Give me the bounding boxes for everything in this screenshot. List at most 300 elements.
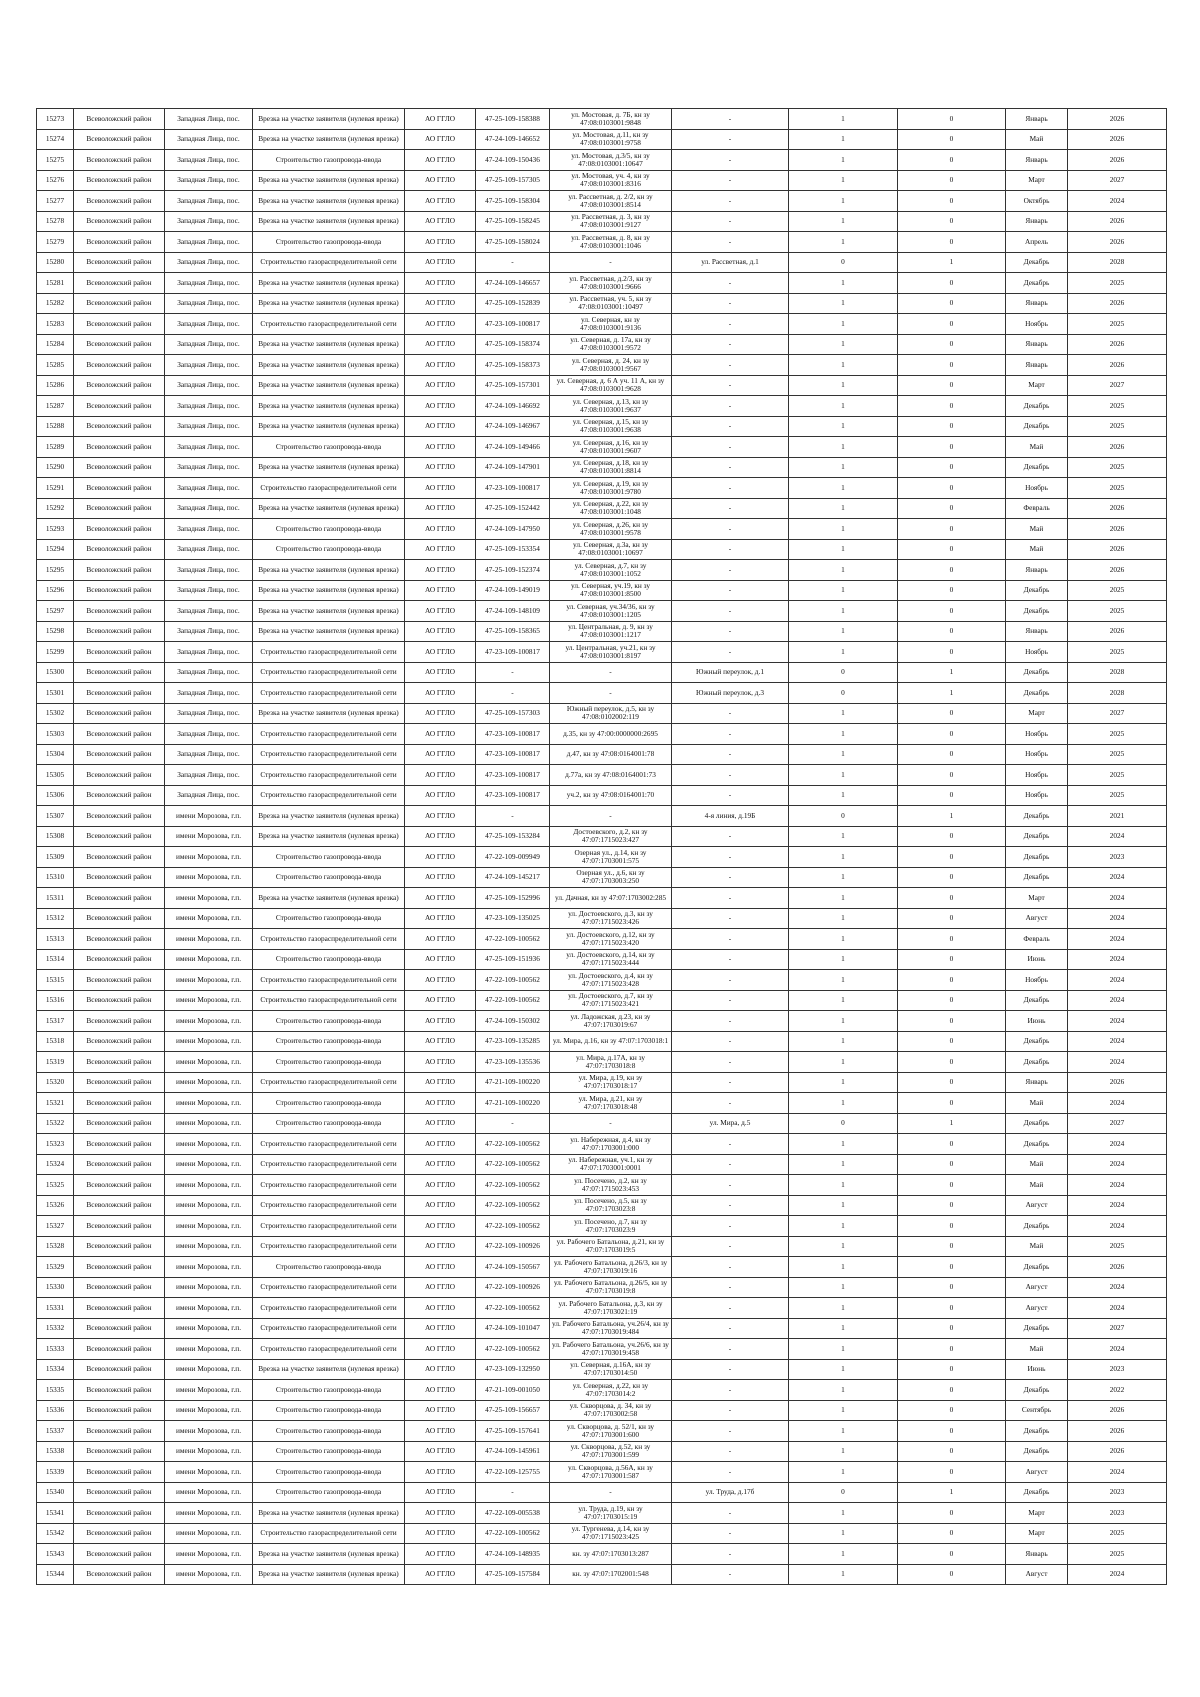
table-row [37,1011,1167,1032]
connection-count-cell: 1 [789,1236,898,1257]
planned-count-cell: 0 [898,129,1006,150]
settlement-cell: Западная Лица, пос. [165,519,253,540]
organization-cell: АО ГГЛО [405,396,476,417]
work-type-cell: Строительство газопровода-ввода [253,1257,405,1278]
planned-address-cell: - [672,1339,789,1360]
connection-count-cell: 1 [789,355,898,376]
organization-cell: АО ГГЛО [405,1523,476,1544]
year-cell: 2024 [1068,1154,1167,1175]
settlement-cell: Западная Лица, пос. [165,724,253,745]
year-cell: 2028 [1068,252,1167,273]
address-cell: ул. Северная, д. 6 А уч. 11 А, кн зу 47:08:0103001:9628 [550,375,672,396]
organization-cell: АО ГГЛО [405,1175,476,1196]
district-cell: Всеволожский район [74,1482,165,1503]
connection-count-cell: 1 [789,949,898,970]
district-cell: Всеволожский район [74,293,165,314]
connection-count-cell: 1 [789,457,898,478]
table-row [37,1462,1167,1483]
organization-cell: АО ГГЛО [405,232,476,253]
row-number-cell: 15291 [37,478,74,499]
district-cell: Всеволожский район [74,990,165,1011]
planned-address-cell: - [672,703,789,724]
table-row [37,744,1167,765]
connection-count-cell: 1 [789,1216,898,1237]
connection-count-cell: 1 [789,765,898,786]
planned-address-cell: - [672,232,789,253]
planned-count-cell: 0 [898,539,1006,560]
address-cell: ул. Северная, д.15, кн зу 47:08:0103001:9638 [550,416,672,437]
work-type-cell: Врезка на участке заявителя (нулевая врезка) [253,498,405,519]
month-cell: Декабрь [1006,416,1068,437]
work-type-cell: Строительство газораспределительной сети [253,1339,405,1360]
organization-cell: АО ГГЛО [405,683,476,704]
application-number-cell: 47-25-109-158024 [476,232,550,253]
application-number-cell: 47-22-109-100562 [476,970,550,991]
work-type-cell: Врезка на участке заявителя (нулевая врезка) [253,416,405,437]
table-row [37,1113,1167,1134]
connection-count-cell: 1 [789,539,898,560]
planned-address-cell: - [672,273,789,294]
planned-address-cell: - [672,560,789,581]
planned-address-cell: - [672,170,789,191]
organization-cell: АО ГГЛО [405,252,476,273]
planned-count-cell: 0 [898,1072,1006,1093]
district-cell: Всеволожский район [74,560,165,581]
planned-count-cell: 0 [898,1052,1006,1073]
connection-count-cell: 1 [789,1277,898,1298]
work-type-cell: Врезка на участке заявителя (нулевая врезка) [253,273,405,294]
year-cell: 2026 [1068,1421,1167,1442]
connection-count-cell: 1 [789,785,898,806]
organization-cell: АО ГГЛО [405,1339,476,1360]
application-number-cell: 47-22-109-100562 [476,1298,550,1319]
work-type-cell: Врезка на участке заявителя (нулевая врезка) [253,703,405,724]
application-number-cell: 47-24-109-149019 [476,580,550,601]
application-number-cell: 47-23-109-135285 [476,1031,550,1052]
settlement-cell: Западная Лица, пос. [165,314,253,335]
planned-count-cell: 0 [898,1277,1006,1298]
planned-address-cell: 4-я линия, д.19Б [672,806,789,827]
application-number-cell: 47-25-109-158374 [476,334,550,355]
settlement-cell: имени Морозова, г.п. [165,1175,253,1196]
year-cell: 2024 [1068,990,1167,1011]
work-type-cell: Строительство газопровода-ввода [253,1113,405,1134]
planned-count-cell: 0 [898,867,1006,888]
planned-count-cell: 1 [898,662,1006,683]
connection-count-cell: 0 [789,662,898,683]
row-number-cell: 15340 [37,1482,74,1503]
table-row [37,416,1167,437]
table-row [37,1523,1167,1544]
planned-address-cell: - [672,888,789,909]
work-type-cell: Врезка на участке заявителя (нулевая врезка) [253,211,405,232]
settlement-cell: имени Морозова, г.п. [165,1277,253,1298]
year-cell: 2026 [1068,129,1167,150]
year-cell: 2025 [1068,1236,1167,1257]
table-row [37,1175,1167,1196]
organization-cell: АО ГГЛО [405,744,476,765]
work-type-cell: Врезка на участке заявителя (нулевая врезка) [253,1544,405,1565]
settlement-cell: Западная Лица, пос. [165,662,253,683]
month-cell: Ноябрь [1006,970,1068,991]
district-cell: Всеволожский район [74,621,165,642]
work-type-cell: Строительство газораспределительной сети [253,683,405,704]
address-cell: ул. Достоевского, д.7, кн зу 47:07:1715023:421 [550,990,672,1011]
planned-address-cell: - [672,867,789,888]
settlement-cell: Западная Лица, пос. [165,293,253,314]
district-cell: Всеволожский район [74,498,165,519]
month-cell: Ноябрь [1006,744,1068,765]
connection-count-cell: 1 [789,929,898,950]
work-type-cell: Строительство газораспределительной сети [253,1195,405,1216]
year-cell: 2024 [1068,191,1167,212]
table-row [37,437,1167,458]
application-number-cell: 47-22-109-100562 [476,1523,550,1544]
year-cell: 2026 [1068,293,1167,314]
year-cell: 2024 [1068,1031,1167,1052]
year-cell: 2023 [1068,1503,1167,1524]
organization-cell: АО ГГЛО [405,129,476,150]
address-cell: д.35, кн зу 47:00:0000000:2695 [550,724,672,745]
address-cell: ул. Северная, д.22, кн зу 47:07:1703014:2 [550,1380,672,1401]
row-number-cell: 15308 [37,826,74,847]
settlement-cell: Западная Лица, пос. [165,355,253,376]
planned-count-cell: 0 [898,478,1006,499]
year-cell: 2023 [1068,847,1167,868]
district-cell: Всеволожский район [74,662,165,683]
address-cell: ул. Скворцова, д.52, кн зу 47:07:1703001:599 [550,1441,672,1462]
settlement-cell: Западная Лица, пос. [165,252,253,273]
work-type-cell: Строительство газораспределительной сети [253,1134,405,1155]
connection-count-cell: 1 [789,1462,898,1483]
planned-address-cell: - [672,437,789,458]
row-number-cell: 15301 [37,683,74,704]
planned-count-cell: 0 [898,724,1006,745]
settlement-cell: имени Морозова, г.п. [165,826,253,847]
address-cell: ул. Северная, д.3а, кн зу 47:08:0103001:10697 [550,539,672,560]
month-cell: Май [1006,1154,1068,1175]
address-cell: ул. Северная, кн зу 47:08:0103001:9136 [550,314,672,335]
organization-cell: АО ГГЛО [405,109,476,130]
organization-cell: АО ГГЛО [405,437,476,458]
row-number-cell: 15343 [37,1544,74,1565]
application-number-cell: 47-23-109-100817 [476,765,550,786]
month-cell: Декабрь [1006,1216,1068,1237]
work-type-cell: Строительство газопровода-ввода [253,519,405,540]
organization-cell: АО ГГЛО [405,826,476,847]
connection-count-cell: 1 [789,150,898,171]
address-cell: ул. Мостовая, д.11, кн зу 47:08:0103001:9758 [550,129,672,150]
organization-cell: АО ГГЛО [405,1482,476,1503]
planned-count-cell: 0 [898,314,1006,335]
organization-cell: АО ГГЛО [405,888,476,909]
work-type-cell: Строительство газораспределительной сети [253,1216,405,1237]
work-type-cell: Врезка на участке заявителя (нулевая врезка) [253,457,405,478]
year-cell: 2026 [1068,437,1167,458]
planned-count-cell: 1 [898,806,1006,827]
month-cell: Январь [1006,621,1068,642]
address-cell: кн. зу 47:07:1702001:548 [550,1564,672,1585]
settlement-cell: Западная Лица, пос. [165,703,253,724]
table-row [37,498,1167,519]
planned-address-cell: - [672,457,789,478]
month-cell: Декабрь [1006,867,1068,888]
settlement-cell: имени Морозова, г.п. [165,949,253,970]
district-cell: Всеволожский район [74,1154,165,1175]
month-cell: Декабрь [1006,662,1068,683]
planned-address-cell: - [672,334,789,355]
application-number-cell: 47-25-109-157584 [476,1564,550,1585]
application-number-cell: 47-22-109-100926 [476,1236,550,1257]
work-type-cell: Строительство газопровода-ввода [253,847,405,868]
organization-cell: АО ГГЛО [405,929,476,950]
address-cell: ул. Рабочего Батальона, д.26/5, кн зу 47:07:1703019:8 [550,1277,672,1298]
month-cell: Январь [1006,1544,1068,1565]
year-cell: 2026 [1068,109,1167,130]
planned-count-cell: 0 [898,621,1006,642]
table-row [37,314,1167,335]
connection-count-cell: 1 [789,1339,898,1360]
planned-count-cell: 0 [898,170,1006,191]
connection-count-cell: 1 [789,1523,898,1544]
settlement-cell: Западная Лица, пос. [165,642,253,663]
planned-count-cell: 0 [898,1216,1006,1237]
organization-cell: АО ГГЛО [405,724,476,745]
organization-cell: АО ГГЛО [405,1072,476,1093]
organization-cell: АО ГГЛО [405,1318,476,1339]
settlement-cell: имени Морозова, г.п. [165,1216,253,1237]
application-number-cell: 47-25-109-156657 [476,1400,550,1421]
district-cell: Всеволожский район [74,1380,165,1401]
work-type-cell: Врезка на участке заявителя (нулевая врезка) [253,129,405,150]
month-cell: Март [1006,1523,1068,1544]
address-cell: ул. Мира, д.19, кн зу 47:07:1703018:17 [550,1072,672,1093]
organization-cell: АО ГГЛО [405,191,476,212]
planned-count-cell: 0 [898,1257,1006,1278]
connection-count-cell: 1 [789,1564,898,1585]
month-cell: Июнь [1006,1359,1068,1380]
planned-count-cell: 0 [898,1011,1006,1032]
connection-count-cell: 0 [789,683,898,704]
organization-cell: АО ГГЛО [405,1421,476,1442]
work-type-cell: Строительство газораспределительной сети [253,724,405,745]
planned-address-cell: - [672,375,789,396]
month-cell: Май [1006,129,1068,150]
month-cell: Ноябрь [1006,642,1068,663]
address-cell: ул. Набережная, д.4, кн зу 47:07:1703001:000 [550,1134,672,1155]
application-number-cell: 47-25-109-152442 [476,498,550,519]
organization-cell: АО ГГЛО [405,806,476,827]
row-number-cell: 15294 [37,539,74,560]
connection-count-cell: 1 [789,826,898,847]
settlement-cell: имени Морозова, г.п. [165,1380,253,1401]
year-cell: 2024 [1068,970,1167,991]
settlement-cell: Западная Лица, пос. [165,375,253,396]
organization-cell: АО ГГЛО [405,1277,476,1298]
application-number-cell: 47-23-109-135536 [476,1052,550,1073]
year-cell: 2025 [1068,580,1167,601]
organization-cell: АО ГГЛО [405,1380,476,1401]
planned-count-cell: 0 [898,1339,1006,1360]
connection-count-cell: 1 [789,1072,898,1093]
planned-address-cell: - [672,724,789,745]
month-cell: Август [1006,908,1068,929]
district-cell: Всеволожский район [74,1441,165,1462]
month-cell: Май [1006,1236,1068,1257]
year-cell: 2024 [1068,1564,1167,1585]
planned-address-cell: - [672,109,789,130]
district-cell: Всеволожский район [74,1359,165,1380]
row-number-cell: 15321 [37,1093,74,1114]
table-row [37,867,1167,888]
month-cell: Август [1006,1462,1068,1483]
month-cell: Декабрь [1006,990,1068,1011]
connection-count-cell: 1 [789,478,898,499]
application-number-cell: 47-23-109-100817 [476,314,550,335]
work-type-cell: Строительство газопровода-ввода [253,1380,405,1401]
table-row [37,1298,1167,1319]
settlement-cell: Западная Лица, пос. [165,560,253,581]
year-cell: 2026 [1068,621,1167,642]
planned-address-cell: - [672,1359,789,1380]
district-cell: Всеволожский район [74,765,165,786]
connection-count-cell: 1 [789,334,898,355]
connection-count-cell: 1 [789,601,898,622]
row-number-cell: 15335 [37,1380,74,1401]
table-row [37,293,1167,314]
district-cell: Всеволожский район [74,1257,165,1278]
planned-address-cell: - [672,929,789,950]
row-number-cell: 15304 [37,744,74,765]
planned-address-cell: - [672,416,789,437]
planned-count-cell: 0 [898,232,1006,253]
planned-count-cell: 0 [898,1400,1006,1421]
settlement-cell: имени Морозова, г.п. [165,1052,253,1073]
address-cell: ул. Рассветная, д. 3, кн зу 47:08:0103001:9127 [550,211,672,232]
month-cell: Ноябрь [1006,785,1068,806]
connection-count-cell: 0 [789,1482,898,1503]
row-number-cell: 15315 [37,970,74,991]
application-number-cell: 47-25-109-157303 [476,703,550,724]
settlement-cell: Западная Лица, пос. [165,785,253,806]
address-cell: ул. Северная, д.7, кн зу 47:08:0103001:1052 [550,560,672,581]
row-number-cell: 15337 [37,1421,74,1442]
planned-address-cell: - [672,1011,789,1032]
settlement-cell: имени Морозова, г.п. [165,888,253,909]
row-number-cell: 15317 [37,1011,74,1032]
row-number-cell: 15288 [37,416,74,437]
month-cell: Июнь [1006,949,1068,970]
connection-count-cell: 1 [789,621,898,642]
planned-count-cell: 0 [898,1318,1006,1339]
address-cell: ул. Северная, уч.19, кн зу 47:08:0103001:8500 [550,580,672,601]
work-type-cell: Врезка на участке заявителя (нулевая врезка) [253,621,405,642]
district-cell: Всеволожский район [74,1072,165,1093]
planned-count-cell: 0 [898,601,1006,622]
settlement-cell: имени Морозова, г.п. [165,1257,253,1278]
district-cell: Всеволожский район [74,1544,165,1565]
organization-cell: АО ГГЛО [405,949,476,970]
planned-count-cell: 1 [898,252,1006,273]
table-row [37,1441,1167,1462]
planned-address-cell: - [672,970,789,991]
table-row [37,1400,1167,1421]
table-row [37,1544,1167,1565]
work-type-cell: Строительство газопровода-ввода [253,232,405,253]
district-cell: Всеволожский район [74,1523,165,1544]
district-cell: Всеволожский район [74,1134,165,1155]
address-cell: Озерная ул., д.14, кн зу 47:07:1703001:575 [550,847,672,868]
address-cell: ул. Рассветная, д.2/3, кн зу 47:08:0103001:9666 [550,273,672,294]
table-row [37,560,1167,581]
organization-cell: АО ГГЛО [405,1236,476,1257]
address-cell: ул. Рабочего Батальона, д.26/3, кн зу 47:07:1703019:16 [550,1257,672,1278]
organization-cell: АО ГГЛО [405,1113,476,1134]
month-cell: Май [1006,437,1068,458]
organization-cell: АО ГГЛО [405,150,476,171]
settlement-cell: имени Морозова, г.п. [165,1421,253,1442]
month-cell: Декабрь [1006,396,1068,417]
planned-address-cell: - [672,1298,789,1319]
row-number-cell: 15279 [37,232,74,253]
row-number-cell: 15341 [37,1503,74,1524]
year-cell: 2025 [1068,601,1167,622]
work-type-cell: Строительство газопровода-ввода [253,150,405,171]
planned-address-cell: - [672,1134,789,1155]
application-number-cell: 47-24-109-150567 [476,1257,550,1278]
address-cell: - [550,662,672,683]
settlement-cell: имени Морозова, г.п. [165,1400,253,1421]
row-number-cell: 15312 [37,908,74,929]
address-cell: ул. Рассветная, д. 2/2, кн зу 47:08:0103001:8514 [550,191,672,212]
year-cell: 2023 [1068,1359,1167,1380]
month-cell: Декабрь [1006,1441,1068,1462]
table-row [37,1503,1167,1524]
organization-cell: АО ГГЛО [405,1011,476,1032]
year-cell: 2024 [1068,1093,1167,1114]
row-number-cell: 15305 [37,765,74,786]
application-number-cell: 47-24-109-146657 [476,273,550,294]
year-cell: 2024 [1068,1052,1167,1073]
planned-address-cell: - [672,1216,789,1237]
organization-cell: АО ГГЛО [405,601,476,622]
settlement-cell: Западная Лица, пос. [165,621,253,642]
district-cell: Всеволожский район [74,929,165,950]
table-row [37,191,1167,212]
address-cell: д.47, кн зу 47:08:0164001:78 [550,744,672,765]
organization-cell: АО ГГЛО [405,847,476,868]
settlement-cell: Западная Лица, пос. [165,457,253,478]
month-cell: Декабрь [1006,1257,1068,1278]
planned-count-cell: 0 [898,1523,1006,1544]
connection-count-cell: 1 [789,1052,898,1073]
table-row [37,170,1167,191]
settlement-cell: имени Морозова, г.п. [165,929,253,950]
address-cell: Южный переулок, д.5, кн зу 47:08:0102002:119 [550,703,672,724]
row-number-cell: 15283 [37,314,74,335]
planned-address-cell: - [672,1564,789,1585]
planned-count-cell: 0 [898,1236,1006,1257]
planned-address-cell: - [672,1257,789,1278]
settlement-cell: имени Морозова, г.п. [165,1011,253,1032]
row-number-cell: 15297 [37,601,74,622]
planned-count-cell: 0 [898,1175,1006,1196]
table-row [37,949,1167,970]
planned-address-cell: - [672,129,789,150]
settlement-cell: имени Морозова, г.п. [165,1359,253,1380]
settlement-cell: Западная Лица, пос. [165,109,253,130]
connection-count-cell: 1 [789,908,898,929]
